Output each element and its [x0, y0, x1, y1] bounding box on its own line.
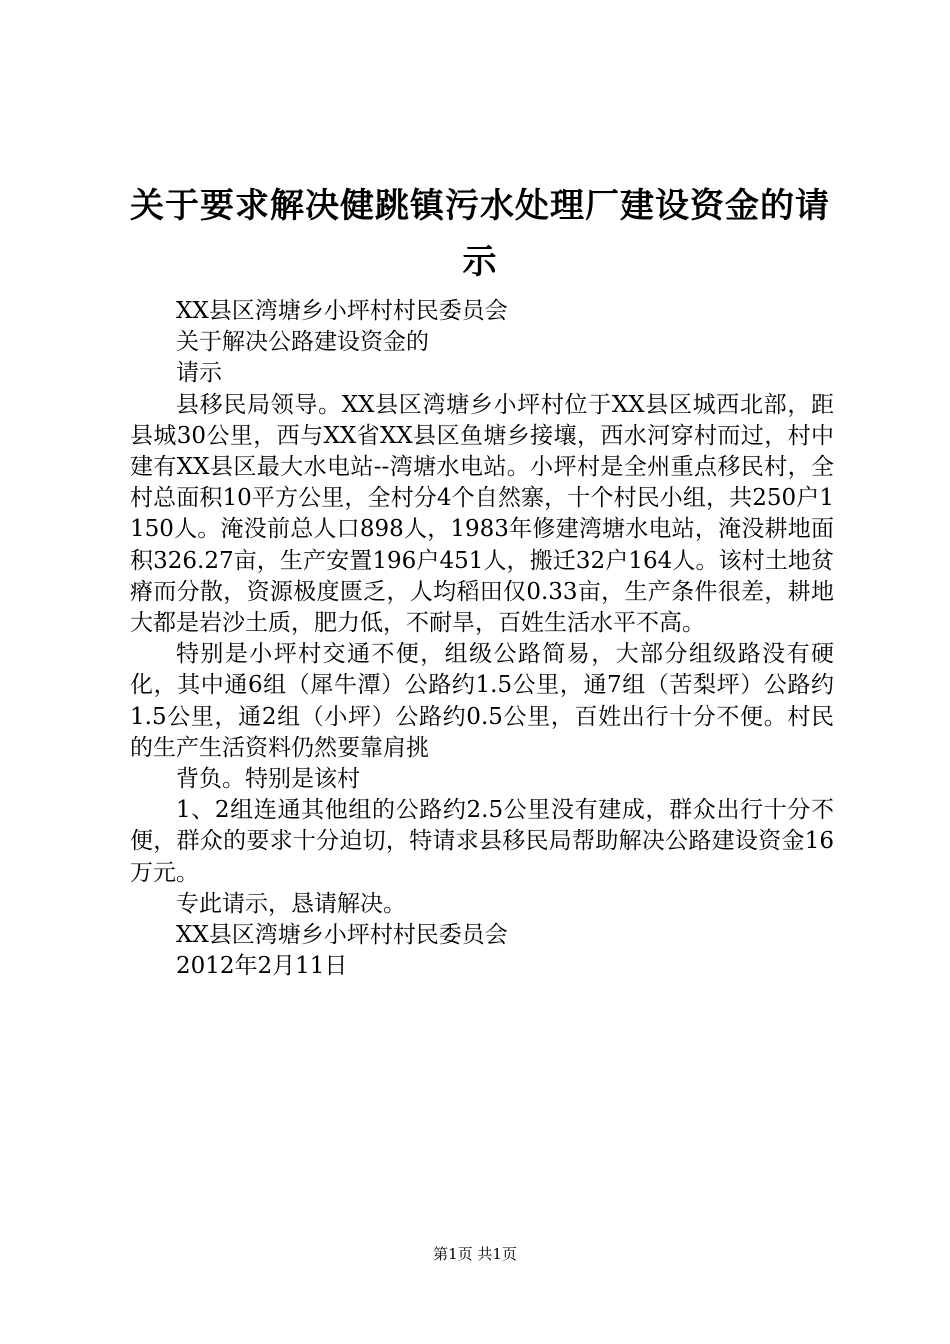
- document-body: [130, 296, 834, 982]
- subject-line: 关于解决公路建设资金的: [176, 329, 429, 356]
- document-type-line: 请示: [176, 360, 222, 387]
- sender-organization: XX县区湾塘乡小坪村村民委员会: [176, 298, 508, 324]
- body-paragraph-request: 1、2组连通其他组的公路约2.5公里没有建成，群众出行十分不便，群众的要求十分迫切，特请求县移民局帮助解决公路建设资金16万元。: [130, 797, 834, 886]
- body-paragraph-fragment: 背负。特别是该村: [176, 766, 360, 793]
- document-date: 2012年2月11日: [176, 953, 348, 980]
- document-title: 关于要求解决健跳镇污水处理厂建设资金的请示: [130, 186, 830, 282]
- closing-line: 专此请示，恳请解决。: [176, 890, 406, 917]
- body-paragraph-intro: 县移民局领导。XX县区湾塘乡小坪村位于XX县区城西北部，距县城30公里，西与XX省XX县区鱼塘乡接壤，西水河穿村而过，村中建有XX县区最大水电站--湾塘水电站。小坪村是全州重点移民村，全村总面积10平方公里，全村分4个自然寨，十个村民小组，共250户1150人。淹没前总人口898人，1983年修建湾塘水电站，淹没耕地面积326.27亩，生产安置196户451人，搬迁32户164人。该村土地贫瘠而分散，资源极度匮乏，人均稻田仅0.33亩，生产条件很差，耕地大都是岩沙土质，肥力低，不耐旱，百姓生活水平不高。: [130, 391, 834, 637]
- page-footer: 第1页 共1页: [433, 1245, 517, 1263]
- body-paragraph-transport: 特别是小坪村交通不便，组级公路简易，大部分组级路没有硬化，其中通6组（犀牛潭）公路约1.5公里，通7组（苦梨坪）公路约1.5公里，通2组（小坪）公路约0.5公里，百姓出行十分不便。村民的生产生活资料仍然要靠肩挑: [130, 641, 834, 761]
- signature-organization: XX县区湾塘乡小坪村村民委员会: [176, 922, 508, 949]
